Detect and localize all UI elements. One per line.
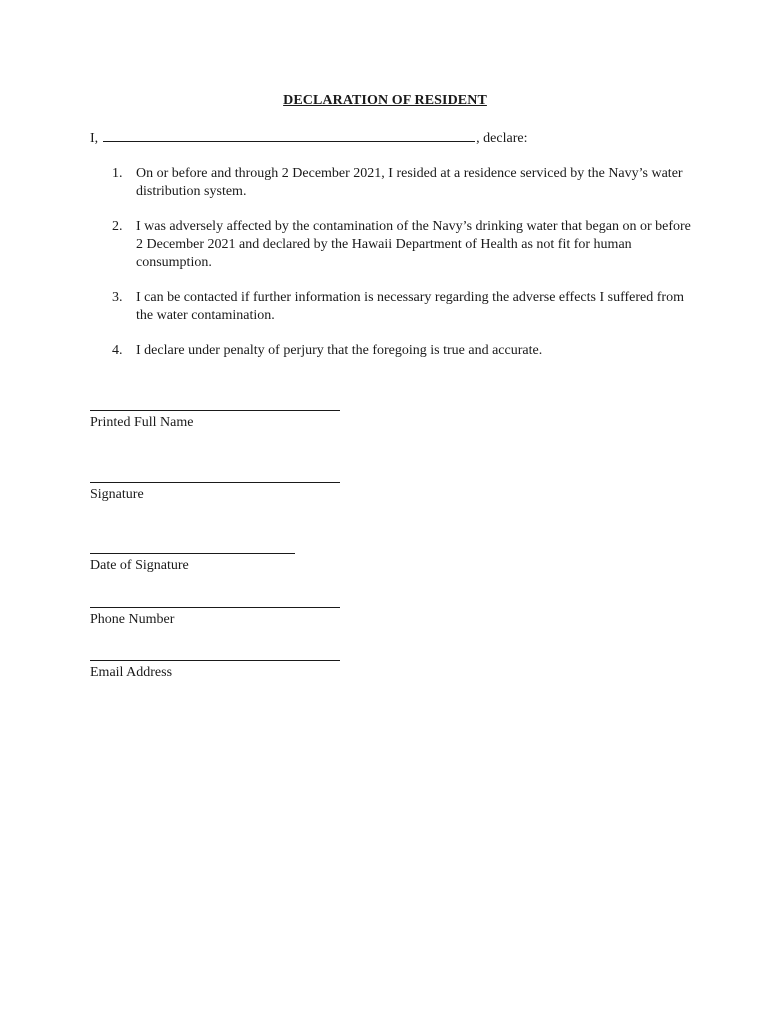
item-number: 4. xyxy=(112,343,123,358)
declarant-line xyxy=(90,129,527,147)
declaration-item xyxy=(112,342,692,360)
signature-label: Signature xyxy=(90,487,144,502)
date-label: Date of Signature xyxy=(90,558,189,573)
signature-line[interactable] xyxy=(90,482,340,483)
email-line[interactable] xyxy=(90,660,340,661)
declaration-item xyxy=(112,289,692,325)
printed-name-line[interactable] xyxy=(90,410,340,411)
declaration-items xyxy=(112,165,692,377)
item-text: I declare under penalty of perjury that the foregoing is true and accurate. xyxy=(136,343,543,358)
item-number: 3. xyxy=(112,290,123,305)
phone-label: Phone Number xyxy=(90,612,175,627)
signature-field xyxy=(90,482,340,504)
email-field xyxy=(90,660,340,682)
declare-prefix: I, xyxy=(90,131,99,146)
item-number: 2. xyxy=(112,219,123,234)
item-text: I can be contacted if further information is necessary regarding the adverse effects I suffered from the water contamination. xyxy=(136,290,684,323)
email-label: Email Address xyxy=(90,665,173,680)
declaration-item xyxy=(112,218,692,272)
phone-line[interactable] xyxy=(90,607,340,608)
document-title: DECLARATION OF RESIDENT xyxy=(283,93,487,108)
printed-name-field xyxy=(90,410,340,432)
item-number: 1. xyxy=(112,166,123,181)
declare-suffix: , declare: xyxy=(476,131,528,146)
declarant-name-blank[interactable] xyxy=(103,129,475,142)
printed-name-label: Printed Full Name xyxy=(90,415,194,430)
phone-field xyxy=(90,607,340,629)
declaration-item xyxy=(112,165,692,201)
item-text: On or before and through 2 December 2021, I resided at a residence serviced by the Navy’s water distribution system. xyxy=(136,166,683,199)
date-line[interactable] xyxy=(90,553,295,554)
date-field xyxy=(90,553,295,575)
item-text: I was adversely affected by the contamination of the Navy’s drinking water that began on or before 2 December 2021 and declared by the Hawaii Department of Health as not fit for human consumption. xyxy=(136,219,691,270)
